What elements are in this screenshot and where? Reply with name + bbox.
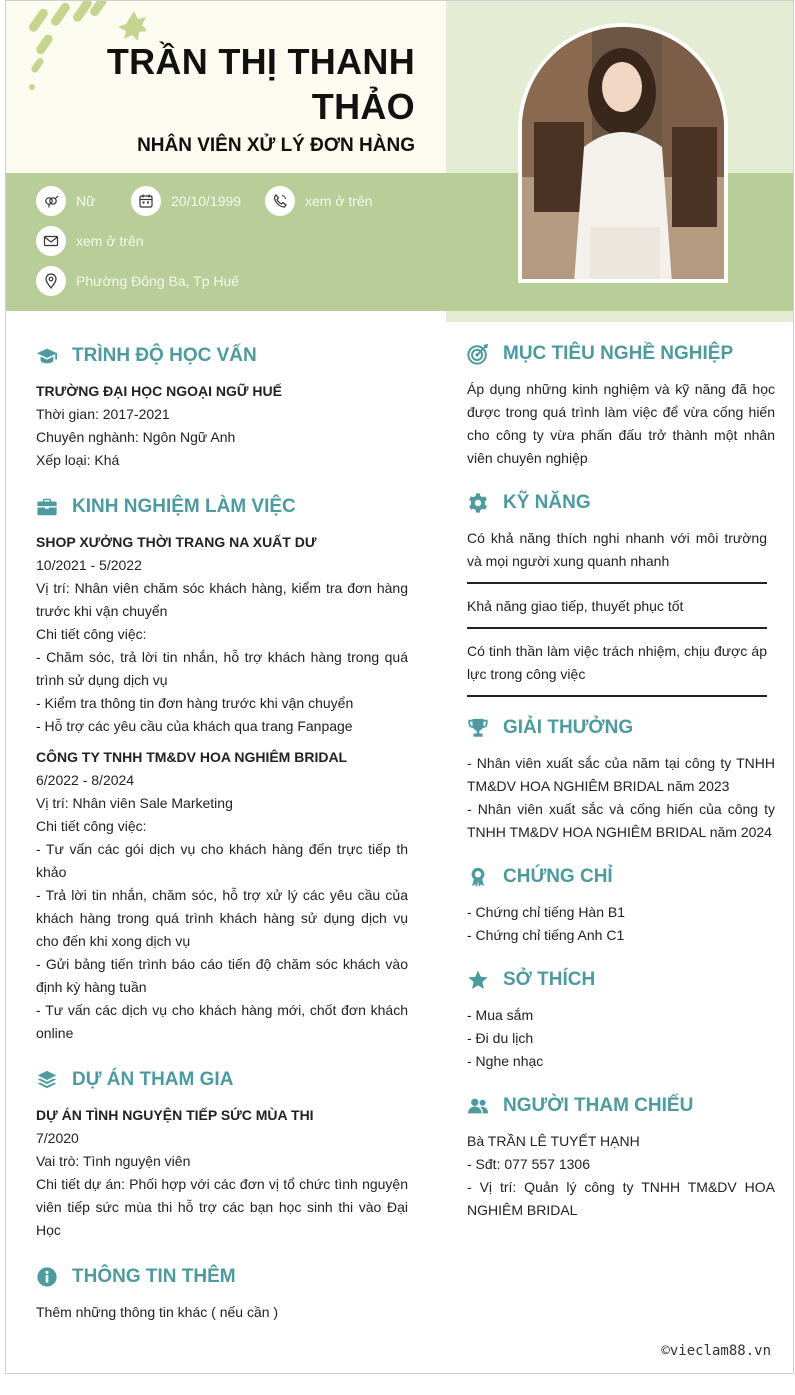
objective-text: Áp dụng những kinh nghiệm và kỹ năng đã học được trong quá trình làm việc để vừa cống hiến cho công ty vừa phấn đấu trở thành một nhân viên chuyên nghiệp	[467, 381, 775, 466]
projects-title: DỰ ÁN THAM GIA	[72, 1069, 234, 1090]
extra-info-title: THÔNG TIN THÊM	[72, 1266, 236, 1287]
awards-title: GIẢI THƯỞNG	[503, 717, 634, 738]
job-line: - Hỗ trợ các yêu cầu của khách qua trang Fanpage	[36, 718, 353, 734]
education-section	[36, 341, 408, 472]
education-period: Thời gian: 2017-2021	[36, 406, 170, 422]
info-icon	[36, 1266, 58, 1288]
job-line: - Gửi bảng tiến trình báo cáo tiến độ chăm sóc khách vào định kỳ hàng tuần	[36, 956, 408, 995]
skills-title: KỸ NĂNG	[503, 492, 591, 513]
hobby-line: - Mua sắm	[467, 1007, 534, 1023]
objective-section	[467, 339, 775, 470]
experience-section	[36, 492, 408, 1045]
skill-item: Khả năng giao tiếp, thuyết phục tốt	[467, 595, 767, 629]
left-column	[36, 341, 408, 1336]
map-pin-icon	[36, 266, 66, 296]
right-column	[467, 339, 775, 1234]
job-entry	[36, 746, 408, 1045]
email-item	[36, 226, 144, 256]
phone-item	[265, 186, 373, 216]
skill-item: Có tinh thần làm việc trách nhiệm, chịu được áp lực trong công việc	[467, 640, 767, 697]
awards-section	[467, 713, 775, 844]
education-grade: Xếp loại: Khá	[36, 452, 120, 468]
job-line: 10/2021 - 5/2022	[36, 557, 142, 573]
extra-info-section	[36, 1262, 408, 1324]
candidate-name: TRẦN THỊ THANH THẢO	[106, 41, 415, 127]
job-line: Chi tiết công việc:	[36, 626, 147, 642]
job-line: - Tư vấn các gói dịch vụ cho khách hàng đến trực tiếp th khảo	[36, 841, 408, 880]
star-icon	[467, 969, 489, 991]
project-line: Chi tiết dự án: Phối hợp với các đơn vị tổ chức tình nguyện viên tiếp sức mùa thi hỗ trợ các bạn học sinh thi vào Đại Học	[36, 1176, 408, 1238]
references-section	[467, 1091, 775, 1222]
award-line: - Nhân viên xuất sắc của năm tại công ty TNHH TM&DV HOA NGHIÊM BRIDAL năm 2023	[467, 755, 775, 794]
job-company: SHOP XƯỞNG THỜI TRANG NA XUẤT DƯ	[36, 534, 317, 550]
project-line: Vai trò: Tình nguyện viên	[36, 1153, 191, 1169]
profile-photo-illustration	[522, 27, 724, 283]
project-line: 7/2020	[36, 1130, 79, 1146]
hobby-line: - Đi du lịch	[467, 1030, 534, 1046]
envelope-icon	[36, 226, 66, 256]
gear-icon	[467, 492, 489, 514]
reference-line: - Vị trí: Quản lý công ty TNHH TM&DV HOA NGHIÊM BRIDAL	[467, 1179, 775, 1218]
layers-icon	[36, 1069, 58, 1091]
users-icon	[467, 1095, 489, 1117]
cv-page	[5, 0, 794, 1374]
address-item	[36, 266, 239, 296]
gender-icon	[36, 186, 66, 216]
job-line: Vị trí: Nhân viên chăm sóc khách hàng, kiểm tra đơn hàng trước khi vận chuyển	[36, 580, 408, 619]
education-major: Chuyên nghành: Ngôn Ngữ Anh	[36, 429, 236, 445]
experience-title: KINH NGHIỆM LÀM VIỆC	[72, 496, 296, 517]
project-name: DỰ ÁN TÌNH NGUYỆN TIẾP SỨC MÙA THI	[36, 1107, 314, 1123]
certificate-line: - Chứng chỉ tiếng Anh C1	[467, 927, 625, 943]
hobbies-title: SỞ THÍCH	[503, 969, 596, 990]
award-line: - Nhân viên xuất sắc và cống hiến của công ty TNHH TM&DV HOA NGHIÊM BRIDAL năm 2024	[467, 801, 775, 840]
skills-section	[467, 488, 775, 697]
job-line: - Trả lời tin nhắn, chăm sóc, hỗ trợ xử lý các yêu cầu của khách hàng trong quá trình khách hàng sử dụng dịch vụ cho đến khi xong dịch vụ	[36, 887, 408, 949]
job-line: Vị trí: Nhân viên Sale Marketing	[36, 795, 233, 811]
reference-line: - Sđt: 077 557 1306	[467, 1156, 590, 1172]
job-company: CÔNG TY TNHH TM&DV HOA NGHIÊM BRIDAL	[36, 749, 348, 765]
target-icon	[467, 343, 489, 365]
reference-line: Bà TRẦN LÊ TUYẾT HẠNH	[467, 1133, 640, 1149]
trophy-icon	[467, 717, 489, 739]
address-value: Phường Đông Ba, Tp Huế	[76, 273, 240, 289]
certificate-line: - Chứng chỉ tiếng Hàn B1	[467, 904, 626, 920]
job-line: - Tư vấn các dịch vụ cho khách hàng mới, chốt đơn khách online	[36, 1002, 408, 1041]
job-entry	[36, 531, 408, 738]
phone-value[interactable]: xem ở trên	[305, 193, 373, 209]
hobbies-section	[467, 965, 775, 1073]
hobby-line: - Nghe nhạc	[467, 1053, 544, 1069]
references-title: NGƯỜI THAM CHIẾU	[503, 1095, 694, 1116]
extra-info-text: Thêm những thông tin khác ( nếu cần )	[36, 1304, 279, 1320]
gender-value: Nữ	[76, 193, 96, 209]
calendar-icon	[131, 186, 161, 216]
gender-item	[36, 186, 95, 216]
school-name: TRƯỜNG ĐẠI HỌC NGOẠI NGỮ HUẾ	[36, 383, 282, 399]
phone-icon	[265, 186, 295, 216]
certificates-section	[467, 862, 775, 947]
job-line: - Kiểm tra thông tin đơn hàng trước khi vận chuyển	[36, 695, 354, 711]
job-line: Chi tiết công việc:	[36, 818, 147, 834]
profile-photo	[518, 23, 728, 283]
certificates-title: CHỨNG CHỈ	[503, 866, 613, 887]
objective-title: MỤC TIÊU NGHỀ NGHIỆP	[503, 343, 734, 364]
projects-section	[36, 1065, 408, 1242]
birthday-value: 20/10/1999	[171, 193, 242, 209]
education-title: TRÌNH ĐỘ HỌC VẤN	[72, 345, 257, 366]
job-line: - Chăm sóc, trả lời tin nhắn, hỗ trợ khách hàng trong quá trình sử dụng dịch vụ	[36, 649, 408, 688]
birthday-item	[131, 186, 241, 216]
job-line: 6/2022 - 8/2024	[36, 772, 135, 788]
graduation-cap-icon	[36, 345, 58, 367]
watermark[interactable]: ©vieclam88.vn	[661, 1343, 771, 1359]
award-ribbon-icon	[467, 866, 489, 888]
skill-item: Có khả năng thích nghi nhanh với môi trường và mọi người xung quanh nhanh	[467, 527, 767, 584]
briefcase-icon	[36, 496, 58, 518]
email-value[interactable]: xem ở trên	[76, 233, 144, 249]
candidate-position: NHÂN VIÊN XỬ LÝ ĐƠN HÀNG	[137, 135, 415, 156]
